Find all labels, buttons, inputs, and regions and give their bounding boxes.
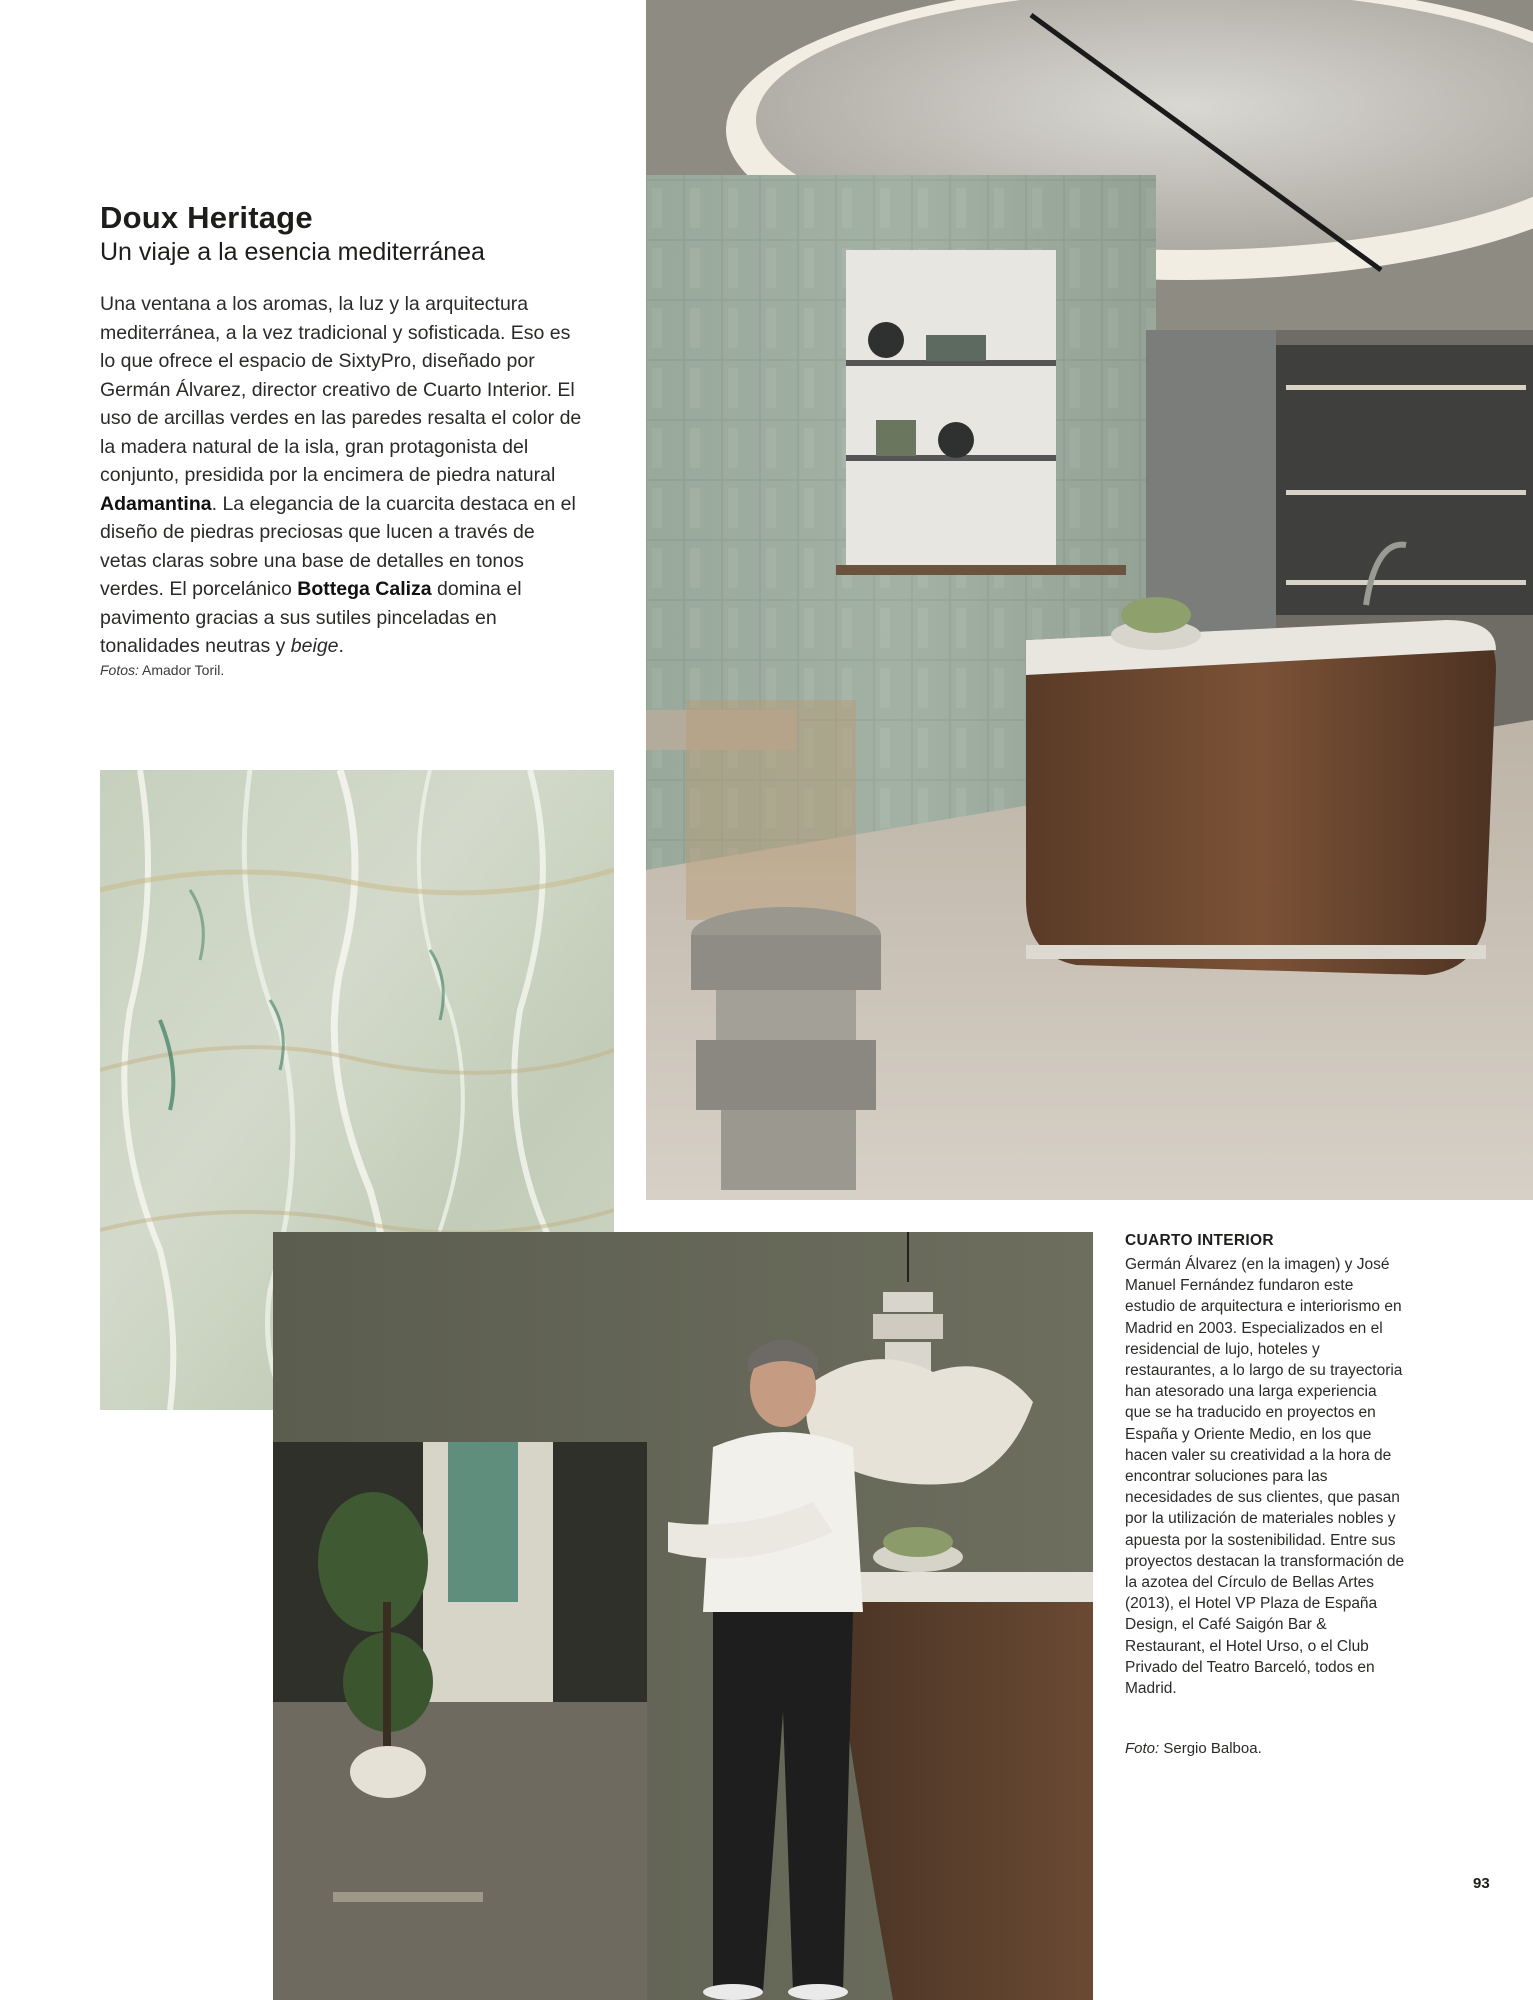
article-subtitle: Un viaje a la esencia mediterránea: [100, 238, 485, 266]
article-title: Doux Heritage: [100, 200, 313, 235]
photo-credit: Fotos: Amador Toril.: [100, 662, 225, 678]
sidebar-photo-credit: Foto: Sergio Balboa.: [1125, 1740, 1262, 1757]
sidebar-heading: CUARTO INTERIOR: [1125, 1232, 1274, 1249]
article-intro: Una ventana a los aromas, la luz y la arquitectura mediterránea, a la vez tradicional y sofisticada. Eso es lo que ofrece el espacio de SixtyPro, diseñado por Germán Álvarez, director creativo de Cuarto Interior. El uso de arcillas verdes en las paredes resalta el color de la madera natural de la isla, gran protagonista del conjunto, presidida por la encimera de piedra natural Adamantina. La elegancia de la cuarcita destaca en el diseño de piedras preciosas que lucen a través de vetas claras sobre una base de detalles en tonos verdes. El porcelánico Bottega Caliza domina el pavimento gracias a sus sutiles pinceladas en tonalidades neutras y beige.: [100, 293, 582, 657]
hallway-photo-section: [273, 1442, 647, 2000]
kitchen-photo: [646, 0, 1533, 1200]
sidebar-text: Germán Álvarez (en la imagen) y José Manuel Fernández fundaron este estudio de arquitectura e interiorismo en Madrid en 2003. Especializados en el residencial de lujo, hoteles y restaurantes, a lo largo de su trayectoria han atesorado una larga experiencia que se ha traducido en proyectos en España y Oriente Medio, en los que hacen valer su creatividad a la hora de encontrar soluciones para las necesidades de sus clientes, que pasan por la utilización de materiales nobles y apuesta por la sostenibilidad. Entre sus proyectos destacan la transformación de la azotea del Círculo de Bellas Artes (2013), el Hotel VP Plaza de España Design, el Café Saigón Bar & Restaurant, el Hotel Urso, o el Club Privado del Teatro Barceló, todos en Madrid.: [1125, 1256, 1405, 1698]
page-number: 93: [1473, 1875, 1490, 1892]
product-bottega-caliza: Bottega Caliza: [297, 578, 432, 600]
product-adamantina: Adamantina: [100, 492, 212, 515]
